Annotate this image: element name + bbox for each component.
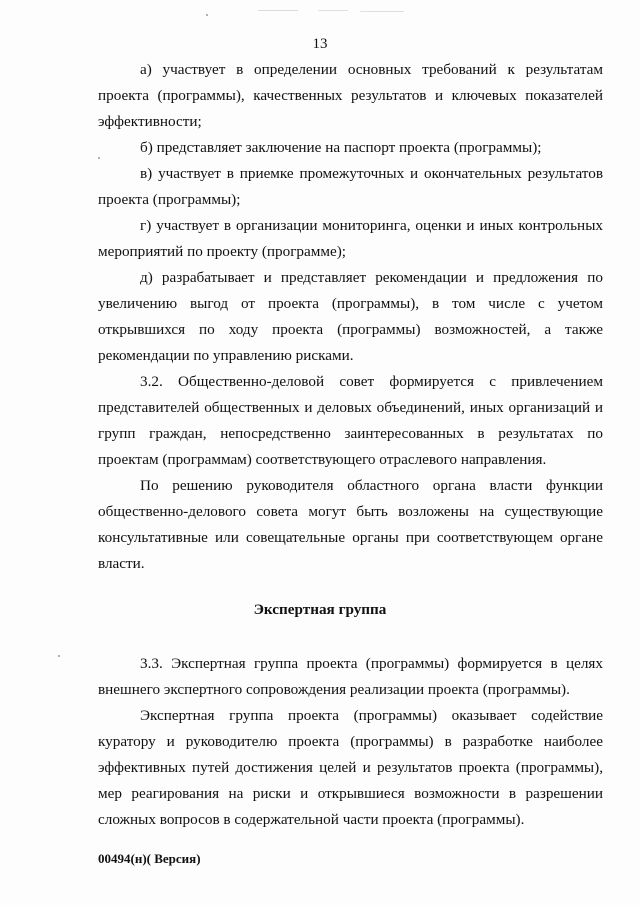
paragraph: б) представляет заключение на паспорт проекта (программы); (140, 139, 542, 156)
document-footer-code: 00494(н)( Версия) (98, 851, 201, 866)
scan-artifact (360, 11, 404, 12)
scan-artifact (318, 10, 348, 11)
paragraph: По решению руководителя областного органа власти функции общественно-делового совета могут быть возложены на существующие консультативные или совещательные органы при соответствующем органе власти. (98, 477, 603, 572)
paragraph: в) участвует в приемке промежуточных и окончательных результатов проекта (программы); (98, 165, 603, 208)
body-text-upper (98, 57, 603, 577)
section-heading: Экспертная группа (253, 601, 387, 618)
paragraph: д) разрабатывает и представляет рекомендации и предложения по увеличению выгод от проекта (программы), в том числе с учетом открывшихся по ходу проекта (программы) возможностей, а также рекомендации по управлению рисками. (98, 269, 603, 364)
paragraph: 3.2. Общественно-деловой совет формируется с привлечением представителей общественных и деловых объединений, иных организаций и групп граждан, непосредственно заинтересованных в результатах по проектам (программам) соответствующего отраслевого направления. (98, 373, 603, 468)
paragraph: Экспертная группа проекта (программы) оказывает содействие куратору и руководителю проекта (программы) в разработке наиболее эффективных путей достижения целей и результатов проекта (программы), мер реагирования на риски и открывшиеся возможности в разрешении сложных вопросов в содержательной части проекта (программы). (98, 707, 603, 828)
scan-artifact (58, 655, 60, 657)
page-number: 13 (312, 36, 328, 52)
paragraph: а) участвует в определении основных требований к результатам проекта (программы), качественных результатов и ключевых показателей эффективности; (98, 61, 603, 130)
scan-artifact (258, 10, 298, 11)
scan-artifact (206, 14, 208, 16)
paragraph: г) участвует в организации мониторинга, оценки и иных контрольных мероприятий по проекту (программе); (98, 217, 603, 260)
paragraph: 3.3. Экспертная группа проекта (программы) формируется в целях внешнего экспертного сопровождения реализации проекта (программы). (98, 655, 603, 698)
body-text-lower (98, 651, 603, 833)
